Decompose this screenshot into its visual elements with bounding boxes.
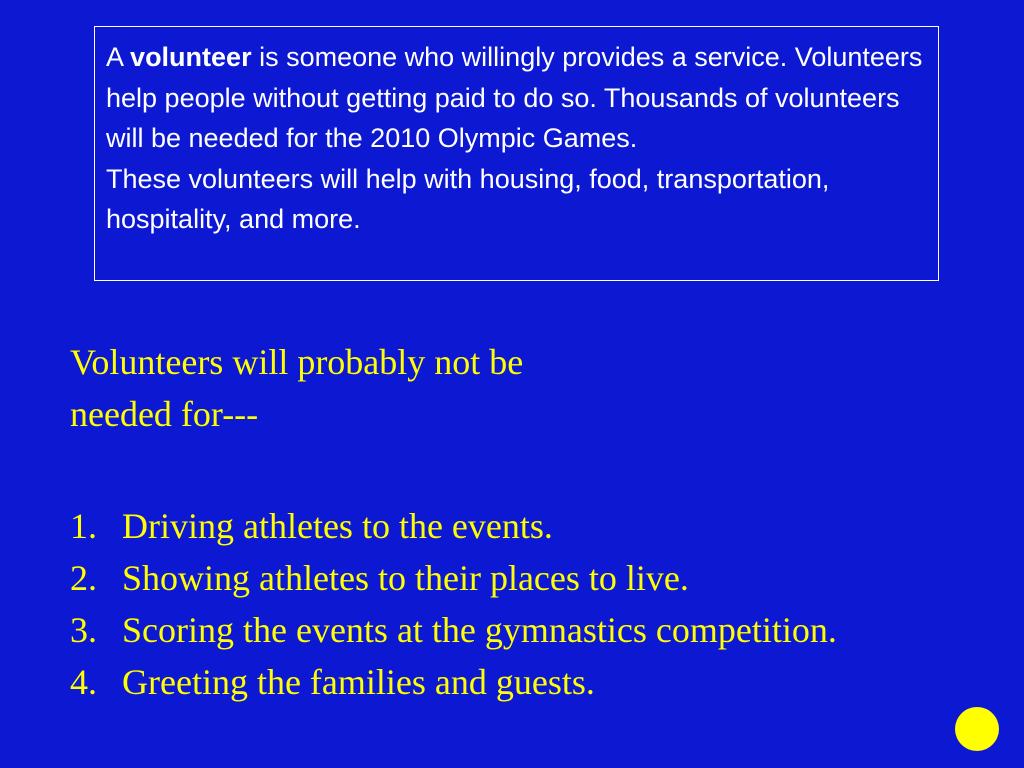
answer-option-text: Greeting the families and guests. (122, 662, 595, 702)
question-prompt (70, 336, 523, 440)
definition-lead: A (106, 42, 123, 72)
definition-box (94, 26, 939, 281)
definition-paragraph (106, 37, 928, 159)
yellow-dot-button[interactable] (955, 707, 999, 751)
answer-option-1[interactable] (70, 500, 837, 552)
answer-option-3[interactable] (70, 604, 837, 656)
answer-option-2[interactable] (70, 552, 837, 604)
definition-text: is someone who willingly provides a service. Volunteers help people without getting paid to do so. Thousands of volunteers will be needed for the 2010 Olympic Games. (106, 42, 923, 153)
question-line-1: Volunteers will probably not be (70, 342, 524, 382)
answer-option-number: 2. (70, 558, 97, 598)
answer-option-number: 4. (70, 662, 97, 702)
answer-option-number: 1. (70, 506, 97, 546)
answer-option-number: 3. (70, 610, 97, 650)
definition-second-sentence: These volunteers will help with housing, food, transportation, hospitality, and more. (106, 163, 830, 234)
answer-option-4[interactable] (70, 656, 837, 708)
answer-option-text: Driving athletes to the events. (122, 506, 553, 546)
answer-option-text: Showing athletes to their places to live. (122, 558, 689, 598)
question-line-2: needed for--- (70, 394, 259, 434)
answer-option-text: Scoring the events at the gymnastics competition. (122, 610, 837, 650)
definition-term: volunteer (130, 42, 252, 72)
answer-options (70, 500, 837, 708)
